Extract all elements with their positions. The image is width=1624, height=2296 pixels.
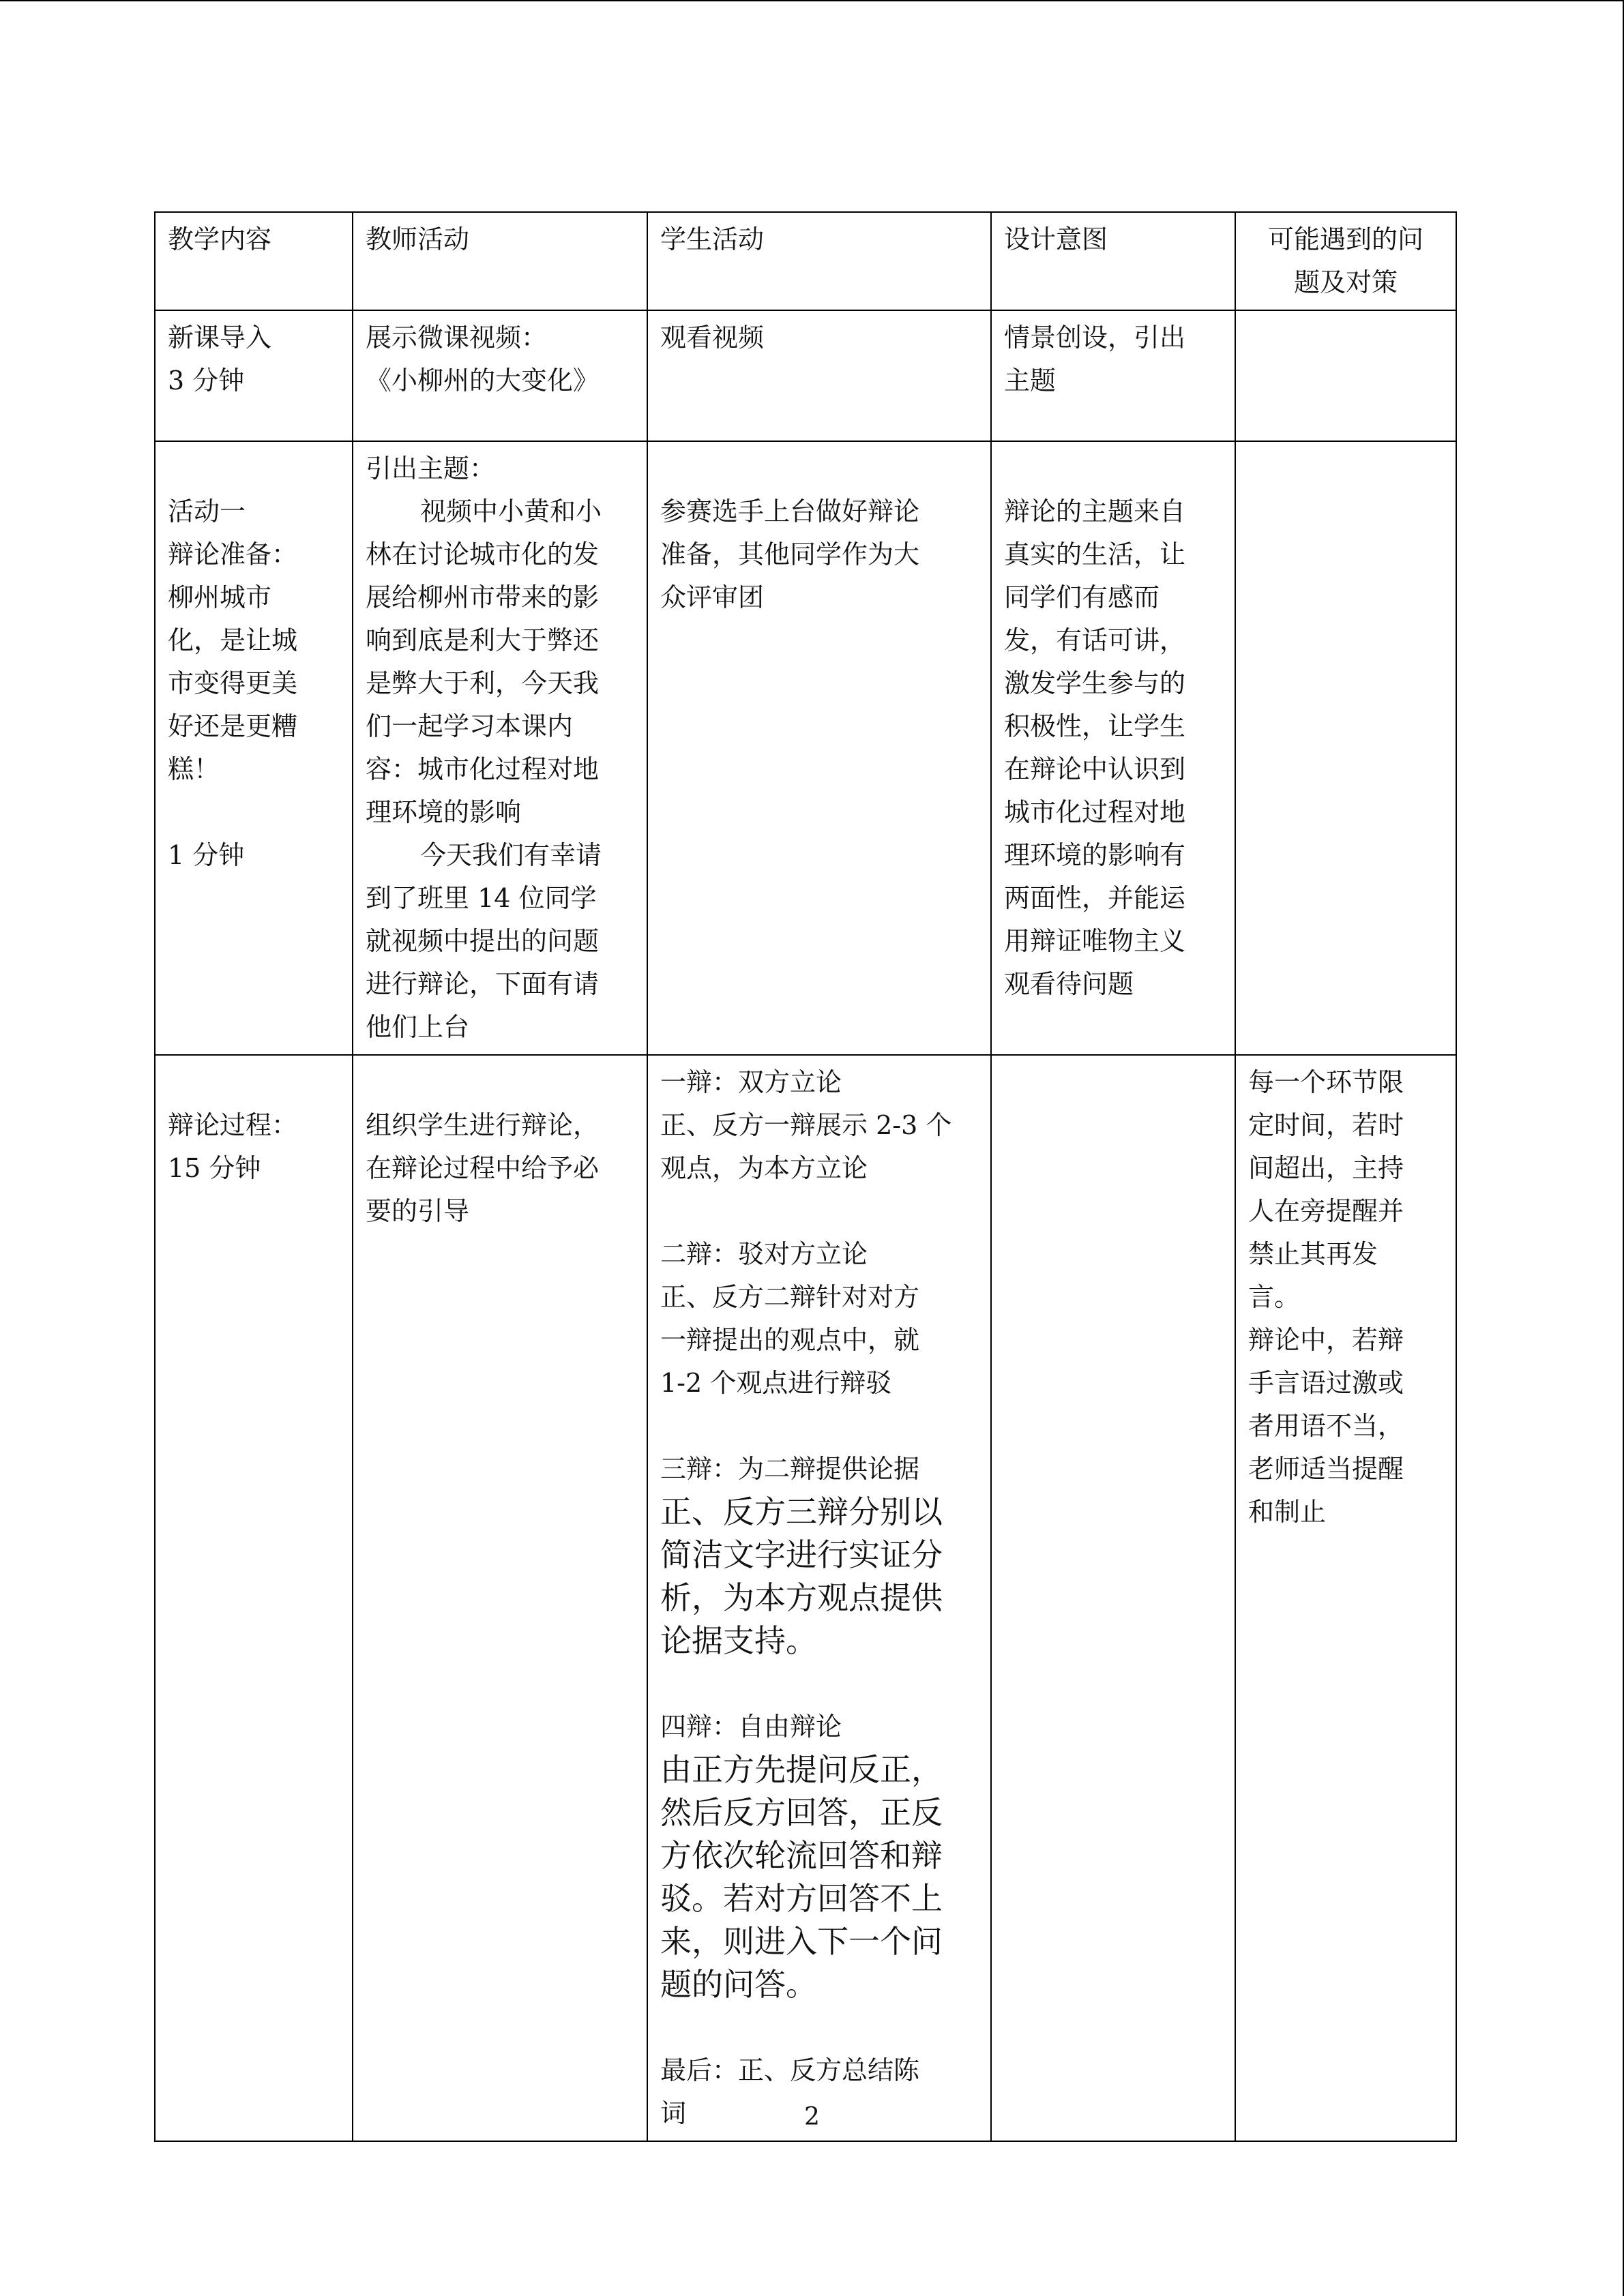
cell-line: 《小柳州的大变化》 [366, 366, 600, 396]
cell-line: 言。 [1248, 1282, 1301, 1312]
cell-line: 观点，为本方立论 [660, 1153, 868, 1183]
cell-line: 四辩：自由辩论 [660, 1712, 842, 1742]
cell-line: 引出主题： [366, 453, 496, 483]
cell-line: 简洁文字进行实证分 [660, 1536, 943, 1573]
cell-line: 活动一 [168, 496, 246, 526]
activity1-teacher-cell [353, 441, 647, 1055]
intro-student-cell [647, 310, 991, 441]
cell-line: 两面性，并能运 [1004, 883, 1186, 913]
cell-line: 和制止 [1248, 1497, 1327, 1527]
cell-line: 积极性，让学生 [1004, 711, 1186, 741]
cell-line: 主题 [1004, 366, 1057, 396]
debate-teacher-cell [353, 1055, 647, 2141]
intro-intent-cell [991, 310, 1235, 441]
cell-line: 市变得更美 [168, 668, 298, 698]
cell-line: 展示微课视频： [366, 323, 548, 353]
header-cell-teacher [353, 212, 647, 310]
cell-line: 辩论准备： [168, 539, 298, 569]
cell-line: 析，为本方观点提供 [660, 1579, 943, 1616]
cell-line: 观看视频 [660, 323, 765, 353]
cell-line: 正、反方三辩分别以 [660, 1493, 943, 1530]
cell-line: 林在讨论城市化的发 [366, 539, 600, 569]
debate-intent-cell [991, 1055, 1235, 2141]
cell-line: 最后：正、反方总结陈 [660, 2055, 920, 2085]
cell-line: 同学们有感而 [1004, 582, 1160, 612]
page-top-border [0, 0, 1624, 1]
cell-line: 正、反方二辩针对对方 [660, 1282, 920, 1312]
cell-line: 在辩论过程中给予必 [366, 1153, 600, 1183]
debate-content-cell [155, 1055, 353, 2141]
cell-line: 正、反方一辩展示 2-3 个 [660, 1110, 952, 1140]
cell-line: 化，是让城 [168, 625, 298, 655]
cell-line: 准备，其他同学作为大 [660, 539, 920, 569]
cell-line: 到了班里 14 位同学 [366, 883, 597, 913]
cell-line: 进行辩论，下面有请 [366, 969, 600, 999]
cell-line: 词 [660, 2098, 687, 2128]
intro-content-cell [155, 310, 353, 441]
cell-line: 人在旁提醒并 [1248, 1196, 1404, 1226]
cell-line: 视频中小黄和小 [420, 496, 602, 526]
cell-line: 方依次轮流回答和辩 [660, 1837, 943, 1874]
cell-line: 由正方先提问反正， [660, 1751, 943, 1788]
intro-issues-cell [1235, 310, 1456, 441]
header-cell-intent [991, 212, 1235, 310]
cell-line: 理环境的影响有 [1004, 840, 1186, 870]
table-row-intro [155, 310, 1456, 441]
cell-line: 柳州城市 [168, 582, 272, 612]
activity1-intent-cell [991, 441, 1235, 1055]
cell-line: 15 分钟 [168, 1153, 261, 1183]
cell-line: 组织学生进行辩论， [366, 1110, 600, 1140]
header-cell-issues [1235, 212, 1456, 310]
cell-line: 手言语过激或 [1248, 1368, 1404, 1398]
cell-line: 一辩：双方立论 [660, 1067, 842, 1097]
cell-line: 展给柳州市带来的影 [366, 582, 600, 612]
header-text: 教师活动 [366, 224, 470, 254]
header-cell-student [647, 212, 991, 310]
cell-line: 者用语不当， [1248, 1411, 1404, 1441]
cell-line: 好还是更糟 [168, 711, 298, 741]
cell-line: 参赛选手上台做好辩论 [660, 496, 920, 526]
header-text: 设计意图 [1004, 224, 1108, 254]
cell-line: 驳。若对方回答不上 [660, 1880, 943, 1917]
cell-line: 辩论中，若辩 [1248, 1325, 1404, 1355]
cell-line: 就视频中提出的问题 [366, 926, 600, 956]
cell-line: 观看待问题 [1004, 969, 1134, 999]
cell-line: 题的问答。 [660, 1966, 817, 2003]
cell-line: 是弊大于利，今天我 [366, 668, 600, 698]
cell-line: 1-2 个观点进行辩驳 [660, 1368, 892, 1398]
cell-line: 在辩论中认识到 [1004, 754, 1186, 784]
debate-student-cell [647, 1055, 991, 2141]
cell-line: 然后反方回答，正反 [660, 1794, 943, 1831]
header-cell-content [155, 212, 353, 310]
header-text: 题及对策 [1293, 267, 1398, 297]
cell-line: 间超出，主持 [1248, 1153, 1404, 1183]
cell-line: 辩论过程： [168, 1110, 298, 1140]
cell-line: 理环境的影响 [366, 797, 522, 827]
activity1-issues-cell [1235, 441, 1456, 1055]
cell-line: 糕！ [168, 754, 220, 784]
table-row-debate [155, 1055, 1456, 2141]
cell-line: 二辩：驳对方立论 [660, 1239, 868, 1269]
cell-line: 发，有话可讲， [1004, 625, 1186, 655]
cell-line: 禁止其再发 [1248, 1239, 1378, 1269]
table-row-activity1 [155, 441, 1456, 1055]
cell-line: 们一起学习本课内 [366, 711, 574, 741]
cell-line: 要的引导 [366, 1196, 470, 1226]
cell-line: 他们上台 [366, 1012, 470, 1042]
cell-line: 情景创设，引出 [1004, 323, 1186, 353]
cell-line: 今天我们有幸请 [420, 840, 602, 870]
cell-line: 众评审团 [660, 582, 765, 612]
intro-teacher-cell [353, 310, 647, 441]
cell-line: 用辩证唯物主义 [1004, 926, 1186, 956]
cell-line: 3 分钟 [168, 366, 245, 396]
cell-line: 来，则进入下一个问 [660, 1923, 943, 1960]
cell-line: 1 分钟 [168, 840, 245, 870]
activity1-student-cell [647, 441, 991, 1055]
cell-line: 一辩提出的观点中，就 [660, 1325, 920, 1355]
cell-line: 城市化过程对地 [1004, 797, 1186, 827]
cell-line: 容：城市化过程对地 [366, 754, 600, 784]
cell-line: 真实的生活，让 [1004, 539, 1186, 569]
cell-line: 响到底是利大于弊还 [366, 625, 600, 655]
cell-line: 每一个环节限 [1248, 1067, 1404, 1097]
cell-line: 新课导入 [168, 323, 272, 353]
cell-line: 论据支持。 [660, 1622, 817, 1659]
header-text: 教学内容 [168, 224, 272, 254]
lesson-plan-table [154, 211, 1457, 2142]
debate-issues-cell [1235, 1055, 1456, 2141]
table-header-row [155, 212, 1456, 310]
cell-line: 三辩：为二辩提供论据 [660, 1454, 920, 1484]
activity1-content-cell [155, 441, 353, 1055]
cell-line: 激发学生参与的 [1004, 668, 1186, 698]
cell-line: 辩论的主题来自 [1004, 496, 1186, 526]
cell-line: 老师适当提醒 [1248, 1454, 1404, 1484]
cell-line: 定时间，若时 [1248, 1110, 1404, 1140]
header-text: 可能遇到的问 [1267, 224, 1423, 254]
page-number: 2 [804, 2103, 820, 2131]
header-text: 学生活动 [660, 224, 765, 254]
